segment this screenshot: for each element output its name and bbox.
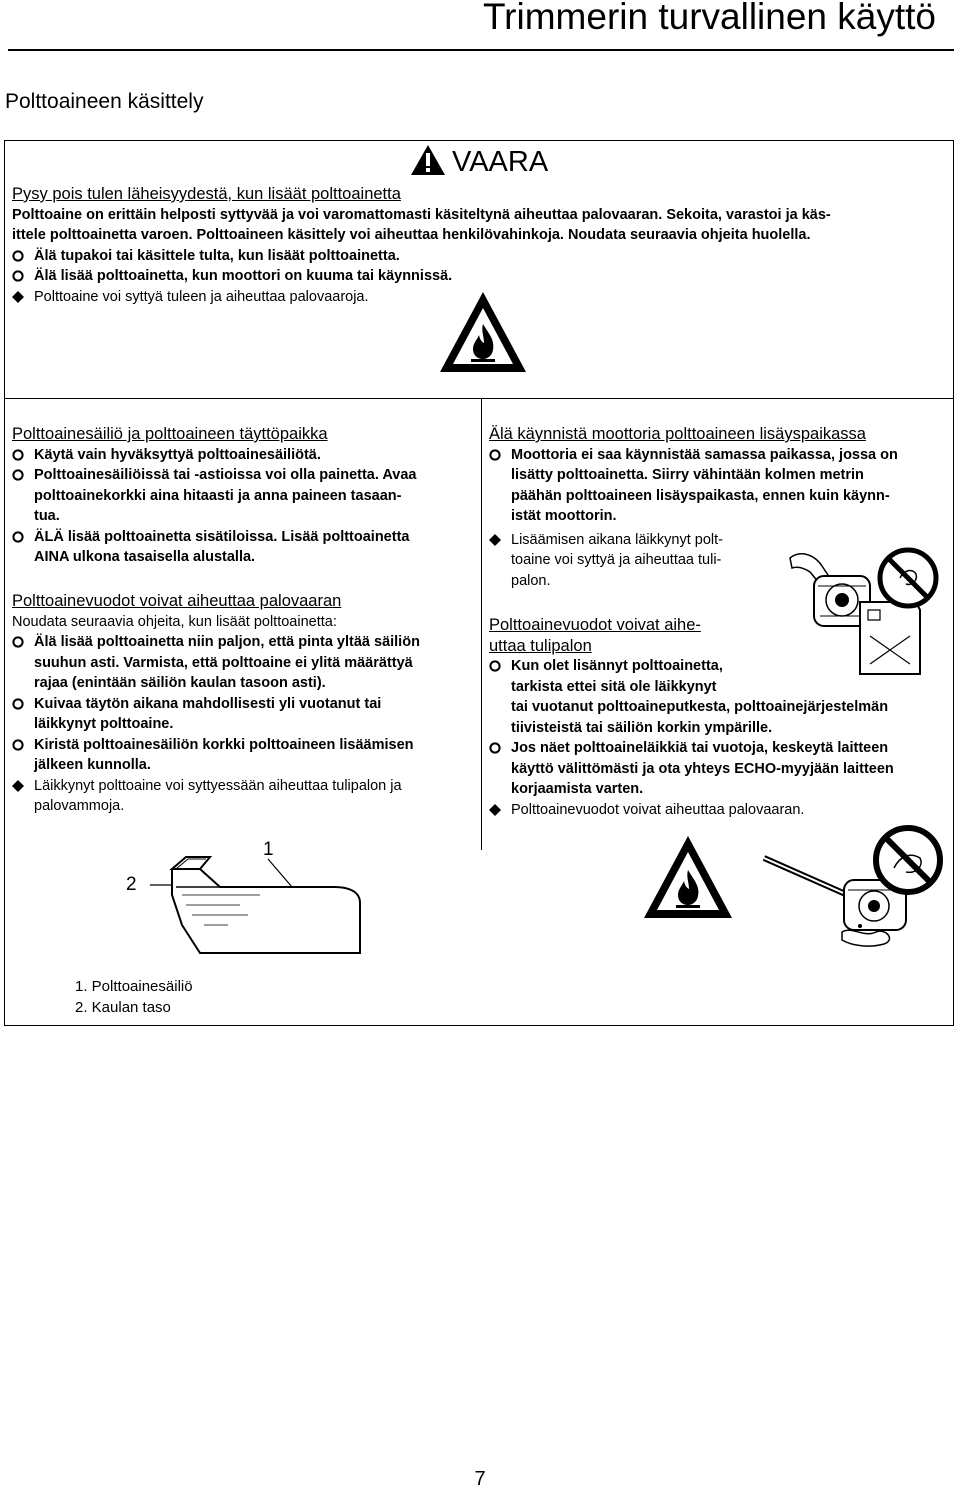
warning-label-text: VAARA: [452, 146, 549, 178]
warning-item-text: Älä lisää polttoainetta, kun moottori on kuuma tai käynnissä.: [34, 268, 453, 284]
warning-label: [410, 142, 548, 182]
leaks-item-line: käyttö välittömästi ja ota yhteys ECHO-myyjään laitteen: [511, 760, 894, 777]
warning-intro-line: Polttoaine on erittäin helposti syttyvää ja voi varomattomasti käsiteltynä aiheuttaa palovaaran. Sekoita, varastoi ja käs-: [12, 206, 831, 223]
right-block-leaks: [489, 615, 951, 820]
spills-item: [12, 735, 480, 776]
spills-item-line: Kiristä polttoainesäiliön korkki polttoaineen lisäämisen: [34, 736, 414, 753]
leaks-item-line: Jos näet polttoaineläikkiä tai vuotoja, keskeytä laitteen: [511, 740, 889, 756]
tank-item-line: polttoainekorkki aina hitaasti ja anna paineen tasaan-: [34, 487, 402, 504]
circle-bullet-icon: [12, 694, 34, 710]
tank-item: [12, 465, 480, 527]
left-block-tank: [12, 424, 480, 568]
figure-caption-2: 2. Kaulan taso: [75, 999, 171, 1016]
warning-heading: Pysy pois tulen läheisyydestä, kun lisäät polttoainetta: [12, 185, 401, 203]
start-heading: Älä käynnistä moottoria polttoaineen lisäyspaikassa: [489, 425, 866, 443]
page-title: Trimmerin turvallinen käyttö: [482, 0, 936, 37]
warning-item-text: Älä tupakoi tai käsittele tulta, kun lisäät polttoainetta.: [34, 247, 400, 264]
warning-item: [12, 266, 952, 287]
circle-bullet-icon: [12, 632, 34, 648]
callout-1: 1: [263, 839, 274, 860]
start-item-line: lisätty polttoainetta. Siirry vähintään kolmen metrin: [511, 467, 864, 483]
spills-item-line: läikkynyt polttoaine.: [34, 716, 174, 732]
tank-heading: Polttoainesäiliö ja polttoaineen täyttöpaikka: [12, 425, 328, 443]
title-rule: [8, 49, 954, 51]
circle-bullet-icon: [12, 266, 34, 282]
warning-intro-line: ittele polttoainetta varoen. Polttoaineen käsittely voi aiheuttaa henkilövahinkoja. Noudata seuraavia ohjeita huolella.: [12, 227, 811, 243]
tank-item-line: ÄLÄ lisää polttoainetta sisätiloissa. Lisää polttoainetta: [34, 528, 410, 545]
tank-item-line: Polttoainesäiliöissä tai -astioissa voi olla painetta. Avaa: [34, 467, 417, 483]
leaks-item-line: Kun olet lisännyt polttoainetta,: [511, 658, 723, 674]
tank-item-line: tua.: [34, 508, 60, 524]
leaks-item-line: korjaamista varten.: [511, 781, 644, 797]
tank-item-line: Käytä vain hyväksyttyä polttoainesäiliötä.: [34, 446, 321, 463]
diamond-bullet-icon: [12, 287, 34, 303]
start-item-line: päähän polttoaineen lisäyspaikasta, ennen kuin käynn-: [511, 487, 890, 504]
tank-item-line: AINA ulkona tasaisella alustalla.: [34, 549, 256, 565]
circle-bullet-icon: [12, 735, 34, 751]
fuel-tank-figure: [120, 835, 380, 965]
spills-item-line: Kuivaa täytön aikana mahdollisesti yli vuotanut tai: [34, 695, 382, 712]
leaks-item-line: tiivisteistä tai säiliön korkin ympärille.: [511, 719, 773, 736]
column-divider: [481, 398, 482, 850]
circle-bullet-icon: [489, 445, 511, 461]
tank-item: [12, 527, 480, 568]
diamond-bullet-icon: [489, 800, 511, 816]
leaks-heading-line: Polttoainevuodot voivat aihe-: [489, 616, 701, 634]
diamond-bullet-icon: [489, 530, 511, 546]
fire-hazard-icon: [437, 288, 529, 381]
spills-consequence: [12, 776, 480, 817]
spills-consequence-line: palovammoja.: [34, 798, 125, 814]
start-consequence-line: Lisäämisen aikana läikkynyt polt-: [511, 531, 723, 548]
leaks-consequence: [489, 800, 951, 821]
start-item-line: istät moottorin.: [511, 508, 617, 524]
circle-bullet-icon: [12, 527, 34, 543]
spills-item-line: Älä lisää polttoainetta niin paljon, että pinta yltää säiliön: [34, 634, 420, 650]
warning-triangle-icon: [410, 144, 446, 181]
tank-item: [12, 445, 480, 466]
figure-caption-1: 1. Polttoainesäiliö: [75, 978, 193, 995]
leaks-item: [489, 656, 951, 738]
spills-item: [12, 632, 480, 694]
spills-item-line: rajaa (enintään säiliön kaulan tasoon asti).: [34, 675, 326, 691]
spills-item-line: jälkeen kunnolla.: [34, 757, 151, 773]
frame-divider: [4, 398, 954, 399]
circle-bullet-icon: [12, 465, 34, 481]
leaks-consequence-text: Polttoainevuodot voivat aiheuttaa palovaaran.: [511, 801, 805, 818]
circle-bullet-icon: [12, 246, 34, 262]
fire-hazard-icon: [641, 832, 735, 927]
circle-bullet-icon: [489, 656, 511, 672]
leaks-item: [489, 738, 951, 800]
leaks-item-line: tarkista ettei sitä ole läikkynyt: [511, 678, 717, 695]
page-number: 7: [474, 1468, 486, 1490]
section-heading: Polttoaineen käsittely: [5, 90, 204, 113]
start-item: [489, 445, 951, 527]
left-block-spills: [12, 591, 480, 817]
warning-consequence-text: Polttoaine voi syttyä tuleen ja aiheuttaa palovaaroja.: [34, 288, 369, 305]
spills-item-line: suuhun asti. Varmista, että polttoaine ei ylitä määrättyä: [34, 654, 413, 671]
spills-item: [12, 694, 480, 735]
diamond-bullet-icon: [12, 776, 34, 792]
start-consequence-line: toaine voi syttyä ja aiheuttaa tuli-: [511, 552, 722, 568]
leaking-trimmer-illustration: [760, 818, 950, 955]
spills-intro: Noudata seuraavia ohjeita, kun lisäät polttoainetta:: [12, 613, 337, 630]
callout-2: 2: [126, 874, 137, 895]
warning-item: [12, 246, 952, 267]
spills-consequence-line: Läikkynyt polttoaine voi syttyessään aiheuttaa tulipalon ja: [34, 777, 402, 794]
leaks-heading-line: uttaa tulipalon: [489, 636, 592, 655]
spills-heading: Polttoainevuodot voivat aiheuttaa palovaaran: [12, 592, 342, 610]
start-item-line: Moottoria ei saa käynnistää samassa paikassa, jossa on: [511, 446, 898, 463]
circle-bullet-icon: [12, 445, 34, 461]
start-consequence-line: palon.: [511, 572, 551, 589]
leaks-item-line: tai vuotanut polttoaineputkesta, polttoainejärjestelmän: [511, 699, 889, 715]
circle-bullet-icon: [489, 738, 511, 754]
